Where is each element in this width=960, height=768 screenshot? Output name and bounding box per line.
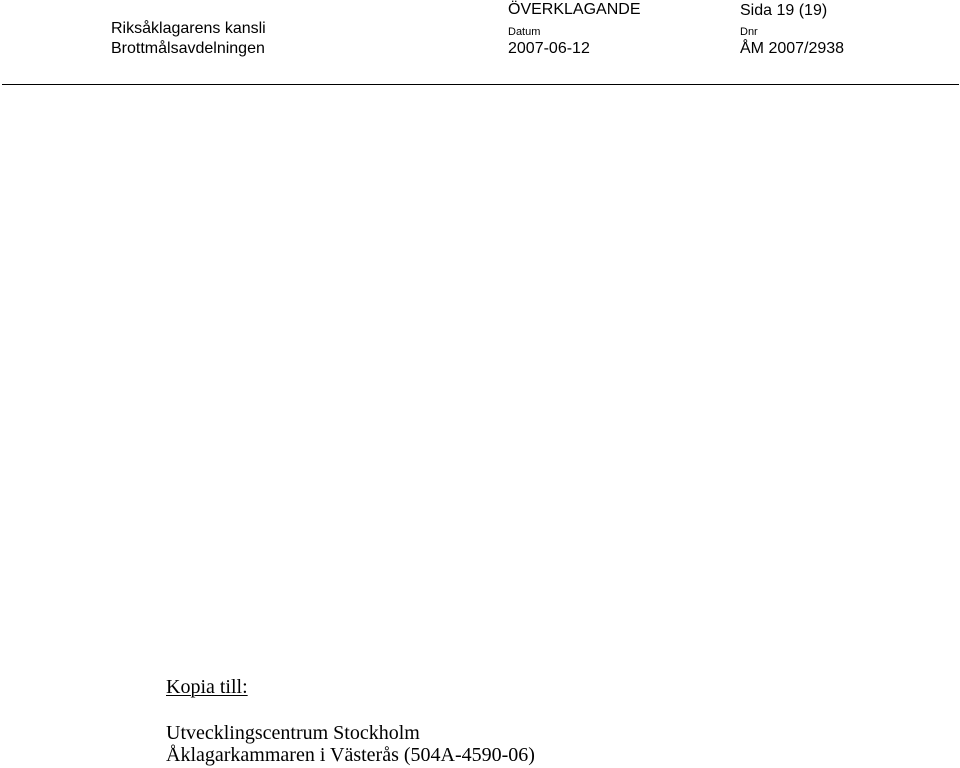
recipient-line: Utvecklingscentrum Stockholm bbox=[166, 722, 420, 744]
organization-name: Riksåklagarens kansli bbox=[111, 20, 266, 37]
date-label: Datum bbox=[508, 26, 541, 38]
page-number: Sida 19 (19) bbox=[740, 2, 828, 19]
header-divider bbox=[2, 84, 959, 85]
dnr-label: Dnr bbox=[740, 26, 758, 38]
copy-to-heading: Kopia till: bbox=[166, 676, 248, 698]
recipient-line: Åklagarkammaren i Västerås (504A-4590-06) bbox=[166, 744, 535, 766]
dnr-number: ÅM 2007/2938 bbox=[740, 40, 845, 57]
document-date: 2007-06-12 bbox=[508, 40, 590, 57]
document-type: ÖVERKLAGANDE bbox=[508, 1, 641, 18]
department-name: Brottmålsavdelningen bbox=[111, 40, 265, 57]
